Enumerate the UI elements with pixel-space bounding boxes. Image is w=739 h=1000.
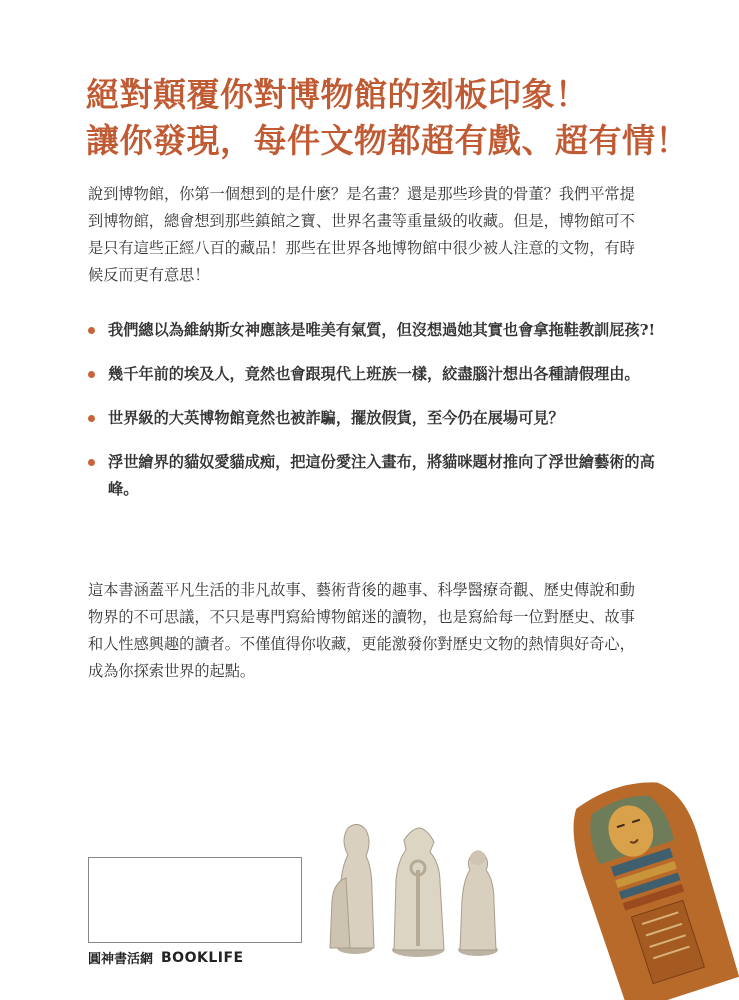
list-item: [88, 405, 668, 432]
list-item: [88, 317, 668, 344]
chess-piece-queen: [458, 851, 498, 956]
list-item-text: 浮世繪界的貓奴愛貓成痴，把這份愛注入畫布，將貓咪題材推向了浮世繪藝術的高峰。: [108, 453, 655, 498]
publisher-logo: [88, 948, 244, 967]
list-item: [88, 361, 668, 388]
bullet-dot-icon: [88, 371, 95, 378]
headline-line-1: 絕對顛覆你對博物館的刻板印象！: [86, 75, 589, 114]
artifacts-illustration: [320, 770, 739, 1000]
barcode-box: [88, 857, 302, 943]
chess-piece-bishop: [392, 828, 444, 957]
list-item: [88, 449, 668, 503]
highlight-list: [88, 317, 668, 520]
bullet-dot-icon: [88, 459, 95, 466]
bullet-dot-icon: [88, 327, 95, 334]
intro-paragraph: 說到博物館，你第一個想到的是什麼？是名畫？還是那些珍貴的骨董？我們平常提到博物館，總會想到那些鎮館之寶、世界名畫等重量級的收藏。但是，博物館可不是只有這些正經八百的藏品！那些在世界各地博物館中很少被人注意的文物，有時候反而更有意思！: [88, 185, 635, 284]
headline: [86, 72, 726, 164]
headline-line-2: 讓你發現，每件文物都超有戲、超有情！: [86, 121, 689, 160]
bullet-dot-icon: [88, 415, 95, 422]
list-item-text: 我們總以為維納斯女神應該是唯美有氣質，但沒想過她其實也會拿拖鞋教訓屁孩?!: [108, 321, 656, 339]
chess-piece-knight: [330, 824, 374, 954]
publisher-name-en: BOOKLIFE: [161, 949, 244, 966]
publisher-name-cn: 圓神書活網: [88, 952, 154, 967]
egyptian-sarcophagus: [560, 770, 739, 1000]
list-item-text: 幾千年前的埃及人，竟然也會跟現代上班族一樣，絞盡腦汁想出各種請假理由。: [108, 365, 640, 383]
outro-paragraph: 這本書涵蓋平凡生活的非凡故事、藝術背後的趣事、科學醫療奇觀、歷史傳說和動物界的不可思議，不只是專門寫給博物館迷的讀物，也是寫給每一位對歷史、故事和人性感興趣的讀者。不僅值得你收藏，更能激發你對歷史文物的熱情與好奇心，成為你探索世界的起點。: [88, 581, 635, 680]
list-item-text: 世界級的大英博物館竟然也被詐騙，擺放假貨，至今仍在展場可見？: [108, 409, 564, 427]
